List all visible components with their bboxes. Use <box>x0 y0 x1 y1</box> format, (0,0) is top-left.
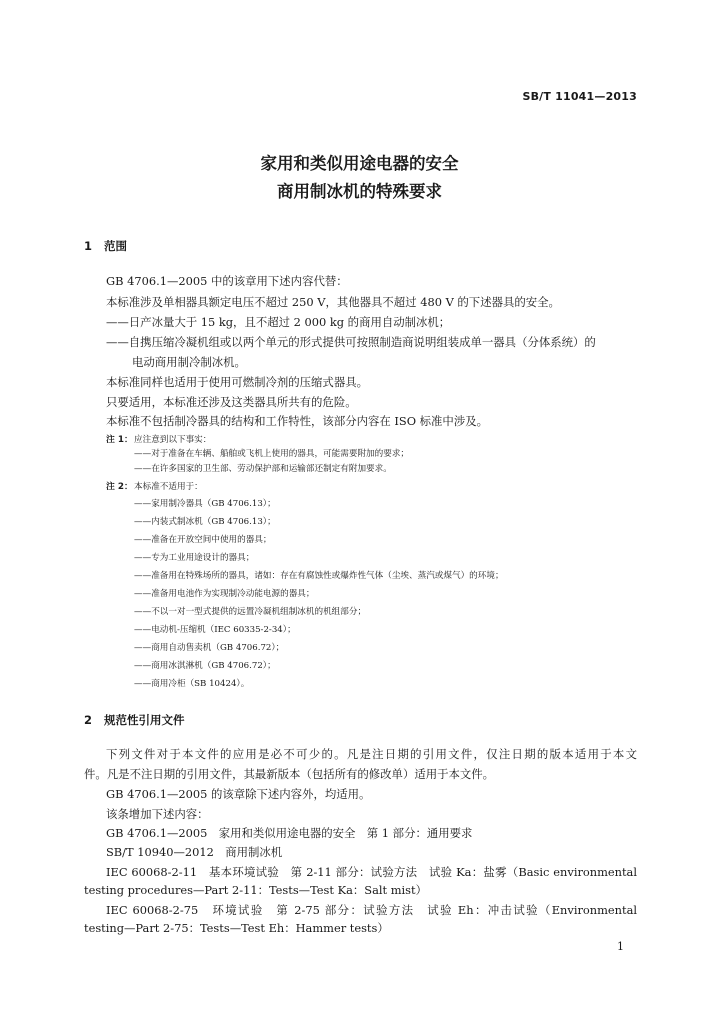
scope-flammable-line: 本标准同样也适用于使用可燃制冷剂的压缩式器具。 <box>106 375 368 389</box>
section-2-heading <box>84 712 185 728</box>
page-number: 1 <box>617 940 624 953</box>
note-2-item: ——家用制冷器具（GB 4706.13）； <box>134 499 276 509</box>
scope-item-split: ——自携压缩冷凝机组或以两个单元的形式提供可按照制造商说明组装成单一器具（分体系统）的 <box>106 335 596 349</box>
note-2-item: ——准备用在特殊场所的器具，诸如：存在有腐蚀性或爆炸性气体（尘埃、蒸汽或煤气）的环境； <box>134 571 504 581</box>
note-2-item: ——不以一对一型式提供的远置冷凝机组制冰机的机组部分； <box>134 607 367 617</box>
section-1-heading <box>84 238 127 254</box>
note-2-item: ——电动机-压缩机（IEC 60335-2-34）； <box>134 625 296 635</box>
section-1-title: 范围 <box>104 239 127 253</box>
note-1-item: ——对于准备在车辆、船舶或飞机上使用的器具，可能需要附加的要求； <box>134 449 410 459</box>
note-2-item: ——准备在开放空间中使用的器具； <box>134 535 272 545</box>
note-2-item: ——内装式制冰机（GB 4706.13）； <box>134 517 276 527</box>
normative-applies-line: GB 4706.1—2005 的该章除下述内容外，均适用。 <box>106 787 371 801</box>
reference-iec-2-75-line1: IEC 60068-2-75 环境试验 第 2-75 部分：试验方法 试验 Eh：冲击试验（Environmental <box>106 903 637 917</box>
note-2-item: ——商用冰淇淋机（GB 4706.72）； <box>134 661 276 671</box>
reference-iec-2-11-line1: IEC 60068-2-11 基本环境试验 第 2-11 部分：试验方法 试验 Ka：盐雾（Basic environmental <box>106 865 637 879</box>
reference-iec-2-75-line2: testing—Part 2-75：Tests—Test Eh：Hammer tests） <box>84 921 389 935</box>
note-1-text: 应注意到以下事实： <box>134 435 212 445</box>
document-title-line1: 家用和类似用途电器的安全 <box>260 154 459 173</box>
standard-code: SB/T 11041—2013 <box>522 90 637 103</box>
reference-sbt10940: SB/T 10940—2012 商用制冰机 <box>106 845 283 859</box>
section-1-number: 1 <box>84 239 93 253</box>
note-2-item: ——商用冷柜（SB 10424）。 <box>134 679 250 689</box>
document-title-line2: 商用制冰机的特殊要求 <box>277 182 442 201</box>
section-2-title: 规范性引用文件 <box>104 713 185 727</box>
note-1-label: 注 1： <box>106 435 133 445</box>
scope-item-output: ——日产冰量大于 15 kg，且不超过 2 000 kg 的商用自动制冰机； <box>106 315 451 329</box>
note-2-item: ——专为工业用途设计的器具； <box>134 553 255 563</box>
note-2-item: ——准备用电池作为实现制冷动能电源的器具； <box>134 589 315 599</box>
normative-para-line2: 件。凡是不注日期的引用文件，其最新版本（包括所有的修改单）适用于本文件。 <box>84 767 495 781</box>
normative-add-line: 该条增加下述内容： <box>106 807 209 821</box>
scope-hazard-line: 只要适用，本标准还涉及这类器具所共有的危险。 <box>106 395 357 409</box>
scope-replace-line: GB 4706.1—2005 中的该章用下述内容代替： <box>106 274 348 288</box>
note-2-text: 本标准不适用于： <box>134 482 203 492</box>
scope-voltage-line: 本标准涉及单相器具额定电压不超过 250 V，其他器具不超过 480 V 的下述器具的安全。 <box>106 295 560 309</box>
section-2-number: 2 <box>84 713 93 727</box>
note-2-label: 注 2： <box>106 482 133 492</box>
note-2-item: ——商用自动售卖机（GB 4706.72）； <box>134 643 285 653</box>
scope-iso-line: 本标准不包括制冷器具的结构和工作特性，该部分内容在 ISO 标准中涉及。 <box>106 414 488 428</box>
scope-item-split-cont: 电动商用制冷制冰机。 <box>132 355 246 369</box>
reference-iec-2-11-line2: testing procedures—Part 2-11：Tests—Test Ka：Salt mist） <box>84 883 427 897</box>
note-1-item: ——在许多国家的卫生部、劳动保护部和运输部还制定有附加要求。 <box>134 464 392 474</box>
normative-para-line1: 下列文件对于本文件的应用是必不可少的。凡是注日期的引用文件，仅注日期的版本适用于本文 <box>106 747 637 761</box>
reference-gb4706: GB 4706.1—2005 家用和类似用途电器的安全 第 1 部分：通用要求 <box>106 826 473 840</box>
